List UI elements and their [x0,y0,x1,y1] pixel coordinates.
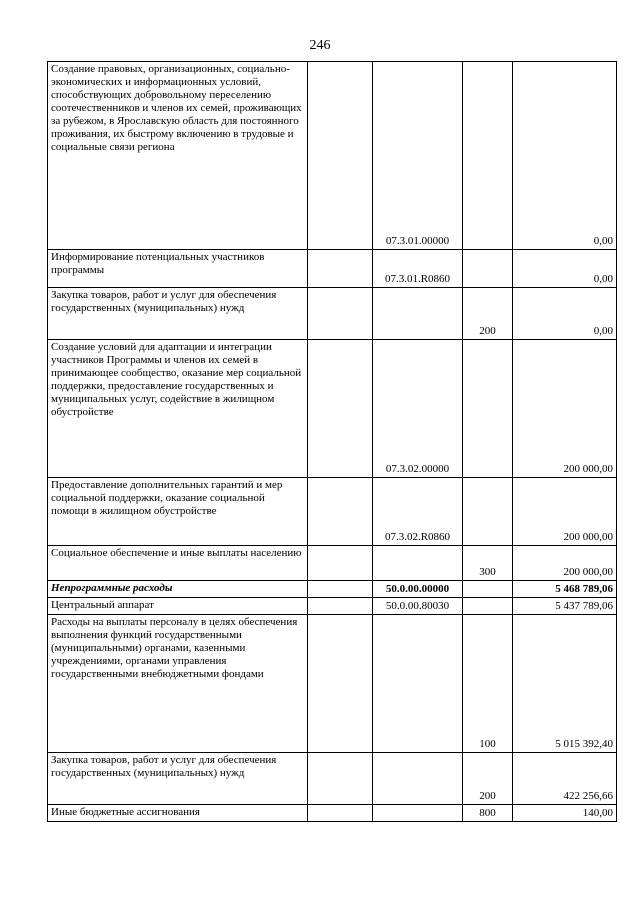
row-type [463,478,513,546]
row-type [463,340,513,478]
row-type: 100 [463,615,513,753]
row-amount: 0,00 [513,250,617,288]
row-name: Расходы на выплаты персоналу в целях обеспечения выполнения функций государственными (муниципальными) органами, казенными учреждениями, органами управления государственными внебюджетными фондами [48,615,308,753]
table-row [48,805,617,822]
row-code: 07.3.02.00000 [373,340,463,478]
row-amount: 200 000,00 [513,340,617,478]
row-amount: 200 000,00 [513,478,617,546]
row-type [463,62,513,250]
row-amount: 5 015 392,40 [513,615,617,753]
row-amount: 0,00 [513,288,617,340]
row-code: 50.0.00.00000 [373,581,463,598]
row-amount: 140,00 [513,805,617,822]
row-code: 50.0.00.80030 [373,598,463,615]
table-row [48,250,617,288]
row-name: Предоставление дополнительных гарантий и мер социальной поддержки, оказание социальной помощи в жилищном обустройстве [48,478,308,546]
row-name: Закупка товаров, работ и услуг для обеспечения государственных (муниципальных) нужд [48,753,308,805]
row-type [463,598,513,615]
row-name: Информирование потенциальных участников программы [48,250,308,288]
row-amount: 5 468 789,06 [513,581,617,598]
row-type: 200 [463,288,513,340]
table-row [48,62,617,250]
row-code [373,805,463,822]
page-number: 246 [309,38,331,53]
row-name: Иные бюджетные ассигнования [48,805,308,822]
row-type: 300 [463,546,513,581]
table-row [48,615,617,753]
row-type: 200 [463,753,513,805]
table-row [48,478,617,546]
row-dept [308,615,373,753]
row-name: Непрограммные расходы [48,581,308,598]
row-name: Закупка товаров, работ и услуг для обеспечения государственных (муниципальных) нужд [48,288,308,340]
row-code [373,546,463,581]
row-name: Центральный аппарат [48,598,308,615]
table-row [48,288,617,340]
row-dept [308,288,373,340]
row-dept [308,805,373,822]
budget-table [47,61,617,822]
table-row [48,753,617,805]
row-dept [308,581,373,598]
row-dept [308,478,373,546]
row-type [463,581,513,598]
row-dept [308,753,373,805]
row-amount: 422 256,66 [513,753,617,805]
table-row [48,546,617,581]
row-dept [308,62,373,250]
row-type [463,250,513,288]
row-code: 07.3.01.00000 [373,62,463,250]
row-amount: 5 437 789,06 [513,598,617,615]
row-code: 07.3.01.R0860 [373,250,463,288]
row-amount: 0,00 [513,62,617,250]
table-row [48,581,617,598]
row-code [373,288,463,340]
row-code [373,615,463,753]
row-dept [308,546,373,581]
table-row [48,340,617,478]
row-name: Создание условий для адаптации и интеграции участников Программы и членов их семей в принимающее сообщество, оказание мер социальной поддержки, предоставление государственных и муниципальных услуг, содействие в жилищном обустройстве [48,340,308,478]
row-dept [308,340,373,478]
row-dept [308,250,373,288]
row-code [373,753,463,805]
row-code: 07.3.02.R0860 [373,478,463,546]
table-row [48,598,617,615]
row-dept [308,598,373,615]
row-type: 800 [463,805,513,822]
row-name: Социальное обеспечение и иные выплаты населению [48,546,308,581]
row-amount: 200 000,00 [513,546,617,581]
row-name: Создание правовых, организационных, социально-экономических и информационных условий, способствующих добровольному переселению соотечественников и членов их семей, проживающих за рубежом, в Ярославскую область для постоянного проживания, их быстрому включению в трудовые и социальные связи региона [48,62,308,250]
